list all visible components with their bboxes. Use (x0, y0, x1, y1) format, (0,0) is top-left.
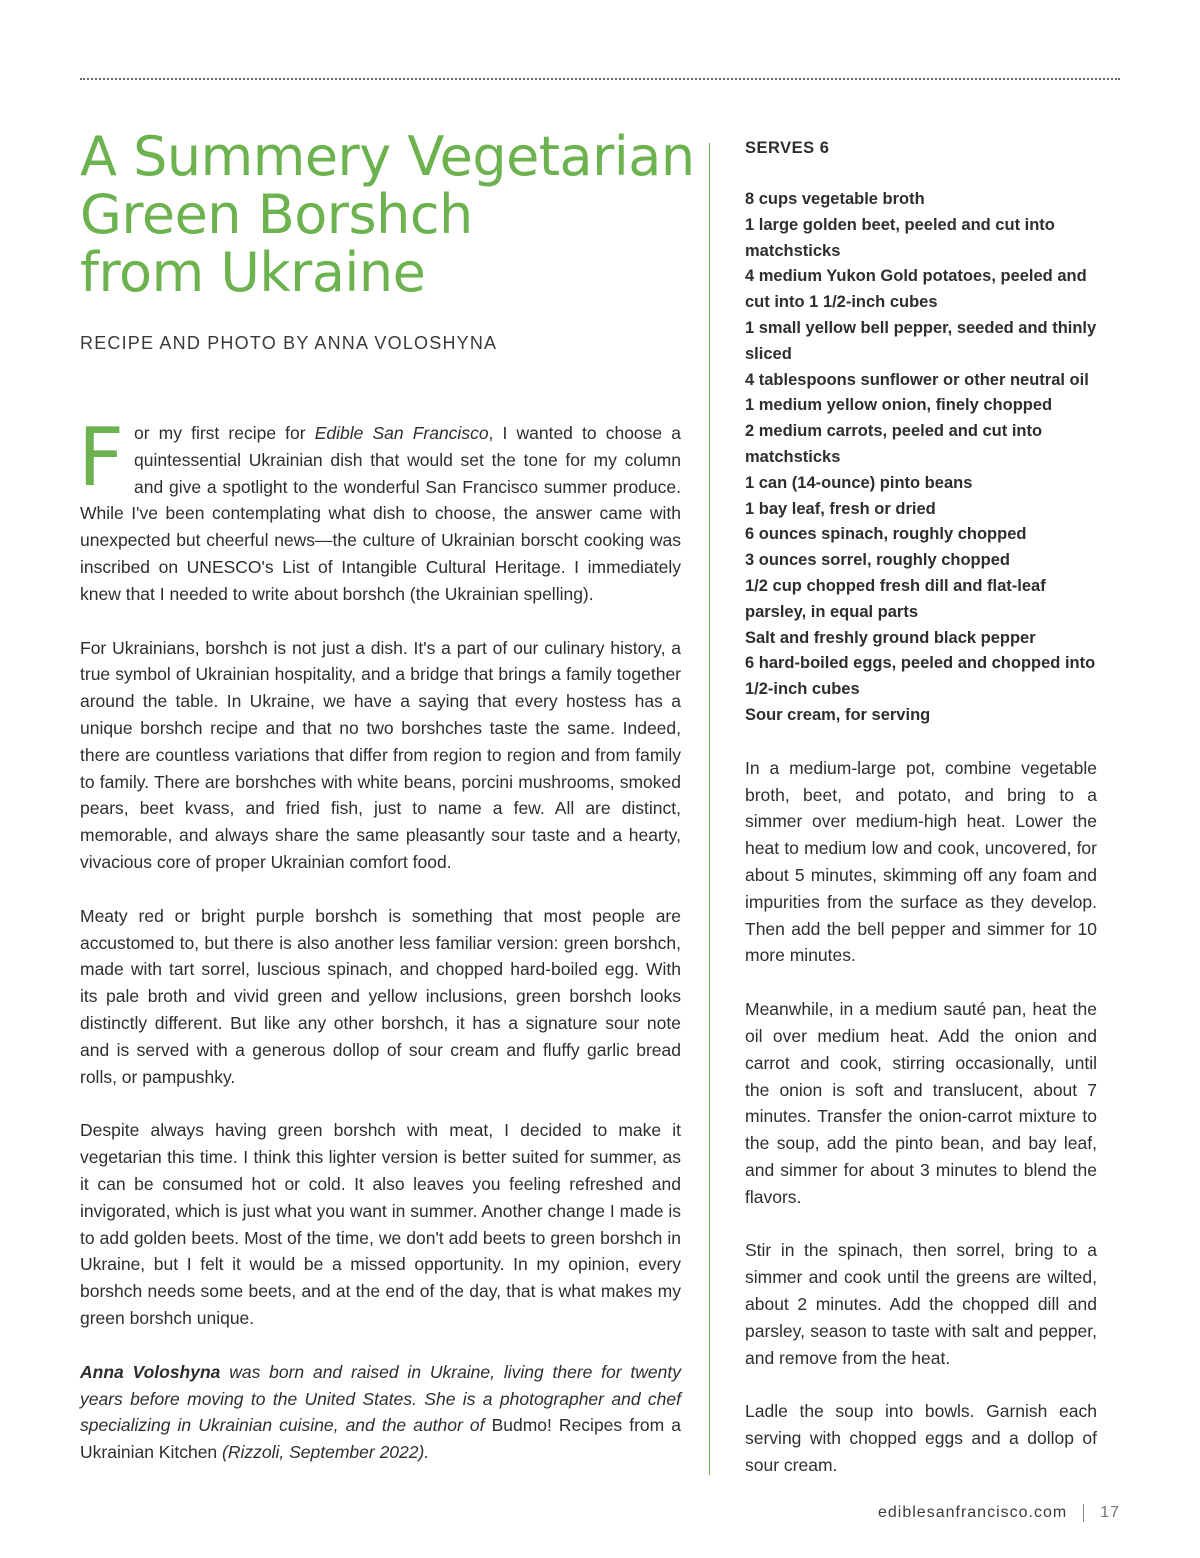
ingredient-item: 4 medium Yukon Gold potatoes, peeled and cut into 1 1/2-inch cubes (745, 267, 1087, 312)
footer-website: ediblesanfrancisco.com (878, 1504, 1068, 1521)
recipe-step: Stir in the spinach, then sorrel, bring to a simmer and cook until the greens are wilted, about 2 minutes. Add the chopped dill and parsley, season to taste with salt and pepper, and remove from the heat. (745, 1240, 1097, 1368)
title-line-2: Green Borshch (80, 183, 473, 246)
ingredient-item: Salt and freshly ground black pepper (745, 628, 1036, 647)
ingredient-item: 4 tablespoons sunflower or other neutral oil (745, 370, 1089, 389)
intro-paragraph (78, 411, 681, 608)
ingredient-item: 2 medium carrots, peeled and cut into matchsticks (745, 422, 1043, 466)
ingredient-item: 6 hard-boiled eggs, peeled and chopped into 1/2-inch cubes (745, 654, 1096, 699)
ingredient-list (745, 187, 1097, 729)
title-line-3: from Ukraine (80, 241, 426, 304)
byline: RECIPE AND PHOTO BY ANNA VOLOSHYNA (80, 333, 498, 353)
book-title: Budmo! Recipes from a Ukrainian Kitchen (80, 1415, 682, 1463)
title-line-1: A Summery Vegetarian (80, 125, 695, 188)
top-dotted-rule (80, 78, 1120, 80)
ingredient-item: 8 cups vegetable broth (745, 190, 925, 208)
recipe-step: In a medium-large pot, combine vegetable broth, beet, and potato, and bring to a simmer over medium-high heat. Lower the heat to medium low and cook, uncovered, for about 5 minutes, skimming off any foam and impurities from the surface as they develop. Then add the bell pepper and simmer for 10 more minutes. (745, 757, 1097, 966)
page-number: 17 (1100, 1504, 1120, 1521)
drop-cap: F (78, 411, 125, 504)
column-divider (709, 143, 710, 1475)
ingredient-item: 3 ounces sorrel, roughly chopped (745, 551, 1010, 570)
intro-text-rest: , I wanted to choose a quintessential Ukrainian dish that would set the tone for my column and give a spotlight to the wonderful San Francisco summer produce. While I've been contemplating what dish to choose, the answer came with unexpected but cheerful news—the culture of Ukrainian borscht cooking was inscribed on UNESCO's List of Intangible Cultural Heritage. I immediately knew that I needed to write about borshch (the Ukrainian spelling). (80, 423, 681, 604)
article-body (78, 411, 682, 1493)
body-paragraph: Meaty red or bright purple borshch is something that most people are accustomed to, but there is also another less familiar version: green borshch, made with tart sorrel, luscious spinach, and chopped hard-boiled egg. With its pale broth and vivid green and yellow inclusions, green borshch looks distinctly different. But like any other borshch, it has a signature sour note and is served with a generous dollop of sour cream and fluffy garlic bread rolls, or pampushky. (80, 905, 681, 1087)
publication-name: Edible San Francisco (314, 423, 489, 443)
recipe-steps (745, 755, 1097, 1479)
ingredient-item: 6 ounces spinach, roughly chopped (745, 525, 1027, 544)
bio-text: was born and raised in Ukraine, living there for twenty years before moving to the United States. She is a photographer and chef specializing in Ukrainian cuisine, and the author of (80, 1361, 681, 1436)
intro-text-start: or my first recipe for (134, 423, 315, 443)
ingredient-item: 1 large golden beet, peeled and cut into matchsticks (745, 215, 1055, 260)
author-bio (80, 1359, 681, 1466)
ingredient-item: 1 medium yellow onion, finely chopped (745, 396, 1053, 415)
ingredient-item: Sour cream, for serving (745, 705, 931, 724)
ingredient-item: 1/2 cup chopped fresh dill and flat-leaf parsley, in equal parts (745, 576, 1046, 621)
body-paragraph: Despite always having green borshch with meat, I decided to make it vegetarian this time. I think this lighter version is better suited for summer, as it can be consumed hot or cold. It also leaves you feeling refreshed and invigorated, which is just what you want in summer. Another change I made is to add golden beets. Most of the time, we don't add beets to green borshch in Ukraine, but I felt it would be a missed opportunity. In my opinion, every borshch needs some beets, and at the end of the day, that is what makes my green borshch unique. (80, 1120, 681, 1328)
ingredient-item: 1 bay leaf, fresh or dried (745, 499, 936, 518)
article-title (80, 125, 710, 304)
serves-label: SERVES 6 (745, 139, 830, 157)
recipe-step: Ladle the soup into bowls. Garnish each serving with chopped eggs and a dollop of sour cream. (745, 1401, 1097, 1476)
ingredient-item: 1 can (14-ounce) pinto beans (745, 473, 973, 492)
recipe-step: Meanwhile, in a medium sauté pan, heat the oil over medium heat. Add the onion and carrot and cook, stirring occasionally, until the onion is soft and translucent, about 7 minutes. Transfer the onion-carrot mixture to the soup, add the pinto bean, and bay leaf, and simmer for about 3 minutes to blend the flavors. (745, 999, 1097, 1207)
recipe-column (745, 135, 1097, 1506)
author-name: Anna Voloshyna (80, 1361, 221, 1382)
ingredient-item: 1 small yellow bell pepper, seeded and thinly sliced (745, 318, 1097, 363)
bio-publisher: (Rizzoli, September 2022). (217, 1442, 430, 1463)
body-paragraph: For Ukrainians, borshch is not just a dish. It's a part of our culinary history, a true symbol of Ukrainian hospitality, and a bridge that brings a family together around the table. In Ukraine, we have a saying that every hostess has a unique borshch recipe and that no two borshches taste the same. Indeed, there are countless variations that differ from region to region and from family to family. There are borshches with white beans, porcini mushrooms, smoked pears, beet kvass, and fried fish, just to name a few. All are distinct, memorable, and always share the same pleasantly sour taste and a hearty, vivacious core of proper Ukrainian comfort food. (80, 637, 681, 872)
page-footer (878, 1504, 1120, 1522)
footer-separator (1083, 1504, 1084, 1522)
